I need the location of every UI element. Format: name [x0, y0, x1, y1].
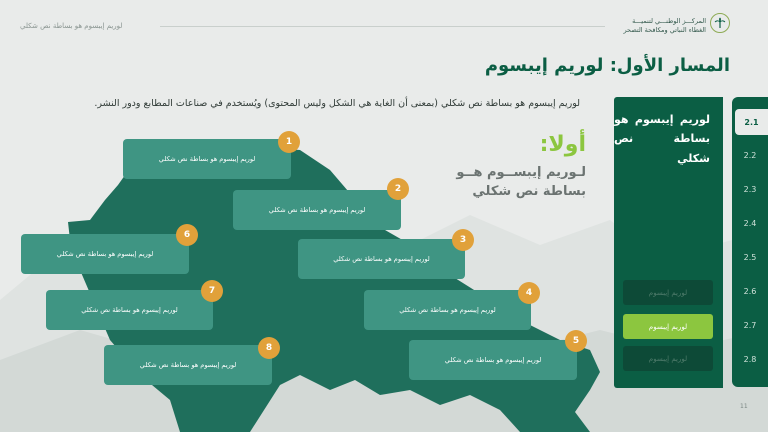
- section-number-2-6[interactable]: 2.6: [743, 286, 757, 296]
- step-badge-5: 5: [565, 330, 587, 352]
- section-panel-title: لوريم إيبسوم هو بساطة نص شكلي: [614, 113, 710, 165]
- step-box-4: لوريم إيبسوم هو بساطة نص شكلي: [364, 290, 531, 330]
- organization-name-line1: المركـــز الوطنـــي لتنميـــة: [632, 17, 706, 25]
- step-badge-6: 6: [176, 224, 198, 246]
- page-subtitle: لوريم إيبسوم هو بساطة نص شكلي (بمعنى أن الغاية هي الشكل وليس المحتوى) ويُستخدم في صناعات المطابع ودور النشر.: [94, 98, 580, 109]
- page-title: المسار الأول: لوريم إيبسوم: [484, 55, 730, 76]
- header-tagline: لوريم إيبسوم هو بساطة نص شكلي: [20, 22, 123, 30]
- section-number-2-4[interactable]: 2.4: [743, 218, 757, 228]
- header-divider: [160, 26, 605, 27]
- step-box-3: لوريم إيبسوم هو بساطة نص شكلي: [298, 239, 465, 279]
- step-badge-8: 8: [258, 337, 280, 359]
- sidebar-chip-1[interactable]: لوريم إيبسوم: [623, 280, 713, 305]
- step-box-8: لوريم إيبسوم هو بساطة نص شكلي: [104, 345, 272, 385]
- sidebar-chip-3[interactable]: لوريم إيبسوم: [623, 346, 713, 371]
- section-number-2-1[interactable]: 2.1: [735, 109, 768, 135]
- step-badge-1: 1: [278, 131, 300, 153]
- step-badge-4: 4: [518, 282, 540, 304]
- step-box-7: لوريم إيبسوم هو بساطة نص شكلي: [46, 290, 213, 330]
- step-badge-2: 2: [387, 178, 409, 200]
- page-number: 11: [740, 403, 748, 410]
- step-box-5: لوريم إيبسوم هو بساطة نص شكلي: [409, 340, 577, 380]
- section-number-rail: [732, 97, 768, 387]
- organization-name-line2: الغطاء النباتي ومكافحة التصحر: [623, 25, 706, 34]
- step-box-2: لوريم إيبسوم هو بساطة نص شكلي: [233, 190, 401, 230]
- step-badge-7: 7: [201, 280, 223, 302]
- sidebar-chip-2-active[interactable]: لوريم إيبسوم: [623, 314, 713, 339]
- section-subheading: لـوريم إيبســوم هــو بساطة نص شكلي: [456, 165, 586, 199]
- step-box-1: لوريم إيبسوم هو بساطة نص شكلي: [123, 139, 291, 179]
- palm-seal-icon: [710, 13, 730, 33]
- section-number-2-5[interactable]: 2.5: [743, 252, 757, 262]
- section-number-2-3[interactable]: 2.3: [743, 184, 757, 194]
- section-number-2-7[interactable]: 2.7: [743, 320, 757, 330]
- section-heading: أولا:: [539, 132, 586, 157]
- organization-name: [576, 17, 706, 35]
- step-badge-3: 3: [452, 229, 474, 251]
- step-box-6: لوريم إيبسوم هو بساطة نص شكلي: [21, 234, 189, 274]
- section-number-2-2[interactable]: 2.2: [743, 150, 757, 160]
- section-number-2-8[interactable]: 2.8: [743, 354, 757, 364]
